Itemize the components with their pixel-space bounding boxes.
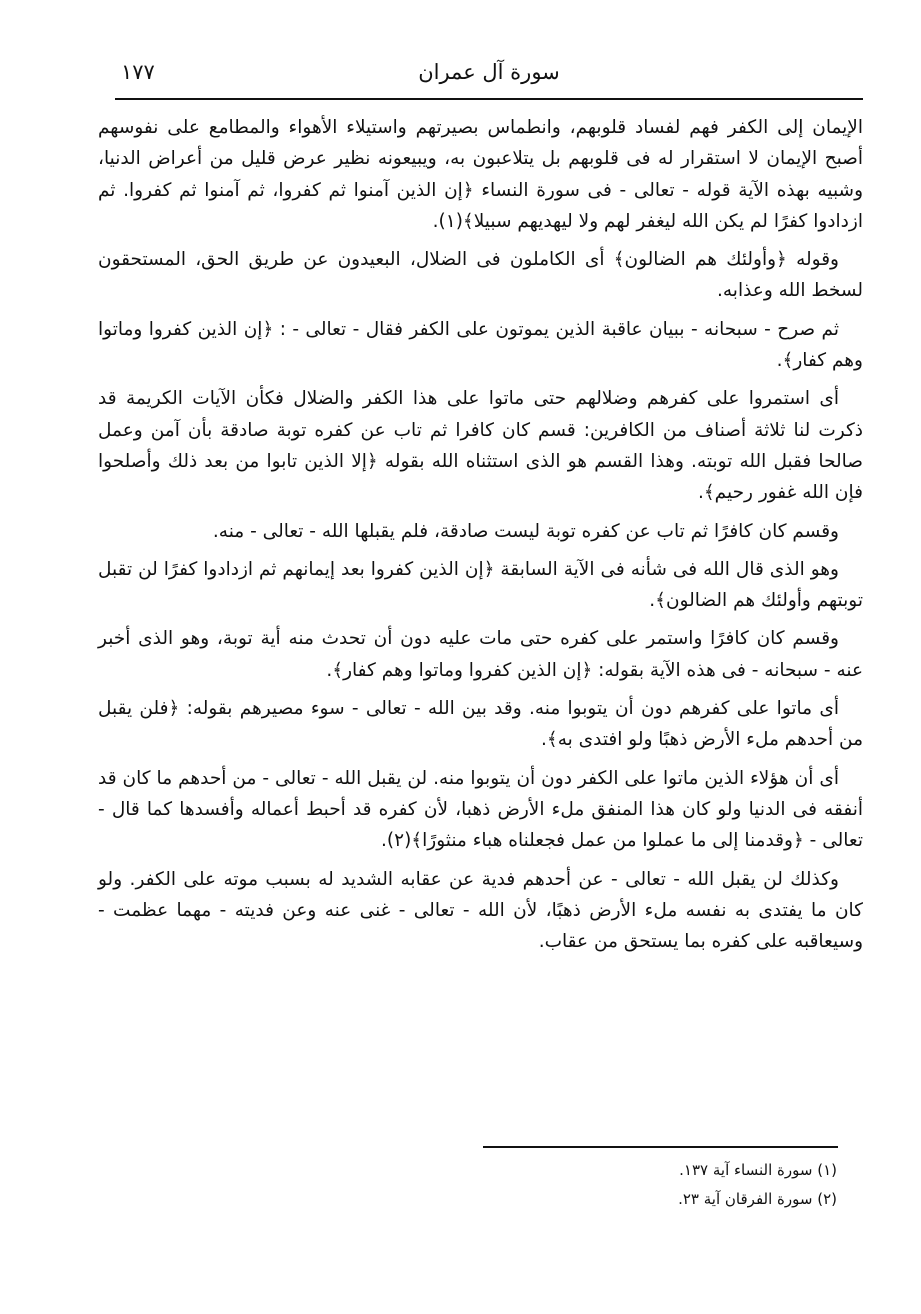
chapter-title: سورة آل عمران <box>418 60 560 84</box>
page-number: ١٧٧ <box>121 60 155 84</box>
footnote-divider <box>483 1146 838 1148</box>
footnote: (١) سورة النساء آية ١٣٧. <box>679 1161 837 1179</box>
paragraph: وقسم كان كافرًا واستمر على كفره حتى مات عليه دون أن تحدث منه أية توبة، وهو الذى أخبر عنه - سبحانه - فى هذه الآية بقوله: ﴿إن الذين كفروا وماتوا وهم كفار﴾. <box>98 628 863 681</box>
paragraph: وهو الذى قال الله فى شأنه فى الآية السابقة ﴿إن الذين كفروا بعد إيمانهم ثم ازدادوا كفرًا لن تقبل توبتهم وأولئك هم الضالون﴾. <box>98 558 863 612</box>
running-header <box>115 58 863 100</box>
paragraph: وقوله ﴿وأولئك هم الضالون﴾ أى الكاملون فى الضلال، البعيدون عن طريق الحق، المستحقون لسخط الله وعذابه. <box>98 249 863 302</box>
footnotes <box>337 1156 837 1214</box>
main-text <box>98 112 863 964</box>
paragraph: ثم صرح - سبحانه - ببيان عاقبة الذين يموتون على الكفر فقال - تعالى - : ﴿إن الذين كفروا وماتوا وهم كفار﴾. <box>98 318 863 372</box>
paragraph: أى أن هؤلاء الذين ماتوا على الكفر دون أن يتوبوا منه. لن يقبل الله - تعالى - من أحدهم ما كان قد أنفقه فى الدنيا ولو كان هذا المنفق ملء الأرض ذهبا، لأن كفره قد أحبط أعماله وأفسدها كما قال - تعالى - ﴿وقدمنا إلى ما عملوا من عمل فجعلناه هباء منثورًا﴾(٢). <box>98 767 863 852</box>
paragraph: أى استمروا على كفرهم وضلالهم حتى ماتوا على هذا الكفر والضلال فكأن الآيات الكريمة قد ذكرت لنا ثلاثة أصناف من الكافرين: قسم كان كافرا ثم تاب عن كفره توبة صادقة بأن آمن وعمل صالحا فقبل الله توبته. وهذا القسم هو الذى استثناه الله بقوله ﴿إلا الذين تابوا من بعد ذلك وأصلحوا فإن الله غفور رحيم﴾. <box>98 388 863 504</box>
paragraph: الإيمان إلى الكفر فهم لفساد قلوبهم، وانطماس بصيرتهم واستيلاء الأهواء والمطامع على نفوسهم أصبح الإيمان لا استقرار له فى قلوبهم بل يتلاعبون به، ويبيعونه نظير عرض قليل من أعراض الدنيا، وشبيه بهذه الآية قوله - تعالى - فى سورة النساء ﴿إن الذين آمنوا ثم كفروا، ثم آمنوا ثم كفروا. ثم ازدادوا كفرًا لم يكن الله ليغفر لهم ولا ليهديهم سبيلا﴾(١). <box>98 117 863 232</box>
paragraph: وقسم كان كافرًا ثم تاب عن كفره توبة ليست صادقة، فلم يقبلها الله - تعالى - منه. <box>212 520 839 542</box>
paragraph: أى ماتوا على كفرهم دون أن يتوبوا منه. وقد بين الله - تعالى - سوء مصيرهم بقوله: ﴿فلن يقبل من أحدهم ملء الأرض ذهبًا ولو افتدى به﴾. <box>98 698 863 751</box>
footnote: (٢) سورة الفرقان آية ٢٣. <box>678 1190 837 1208</box>
paragraph: وكذلك لن يقبل الله - تعالى - عن أحدهم فدية عن عقابه الشديد له بسبب موته على الكفر. ولو كان ما يفتدى به نفسه ملء الأرض ذهبًا، لأن الله - تعالى - غنى عنه وعن فديته - مهما عظمت - وسيعاقبه على كفره بما يستحق من عقاب. <box>98 868 863 953</box>
